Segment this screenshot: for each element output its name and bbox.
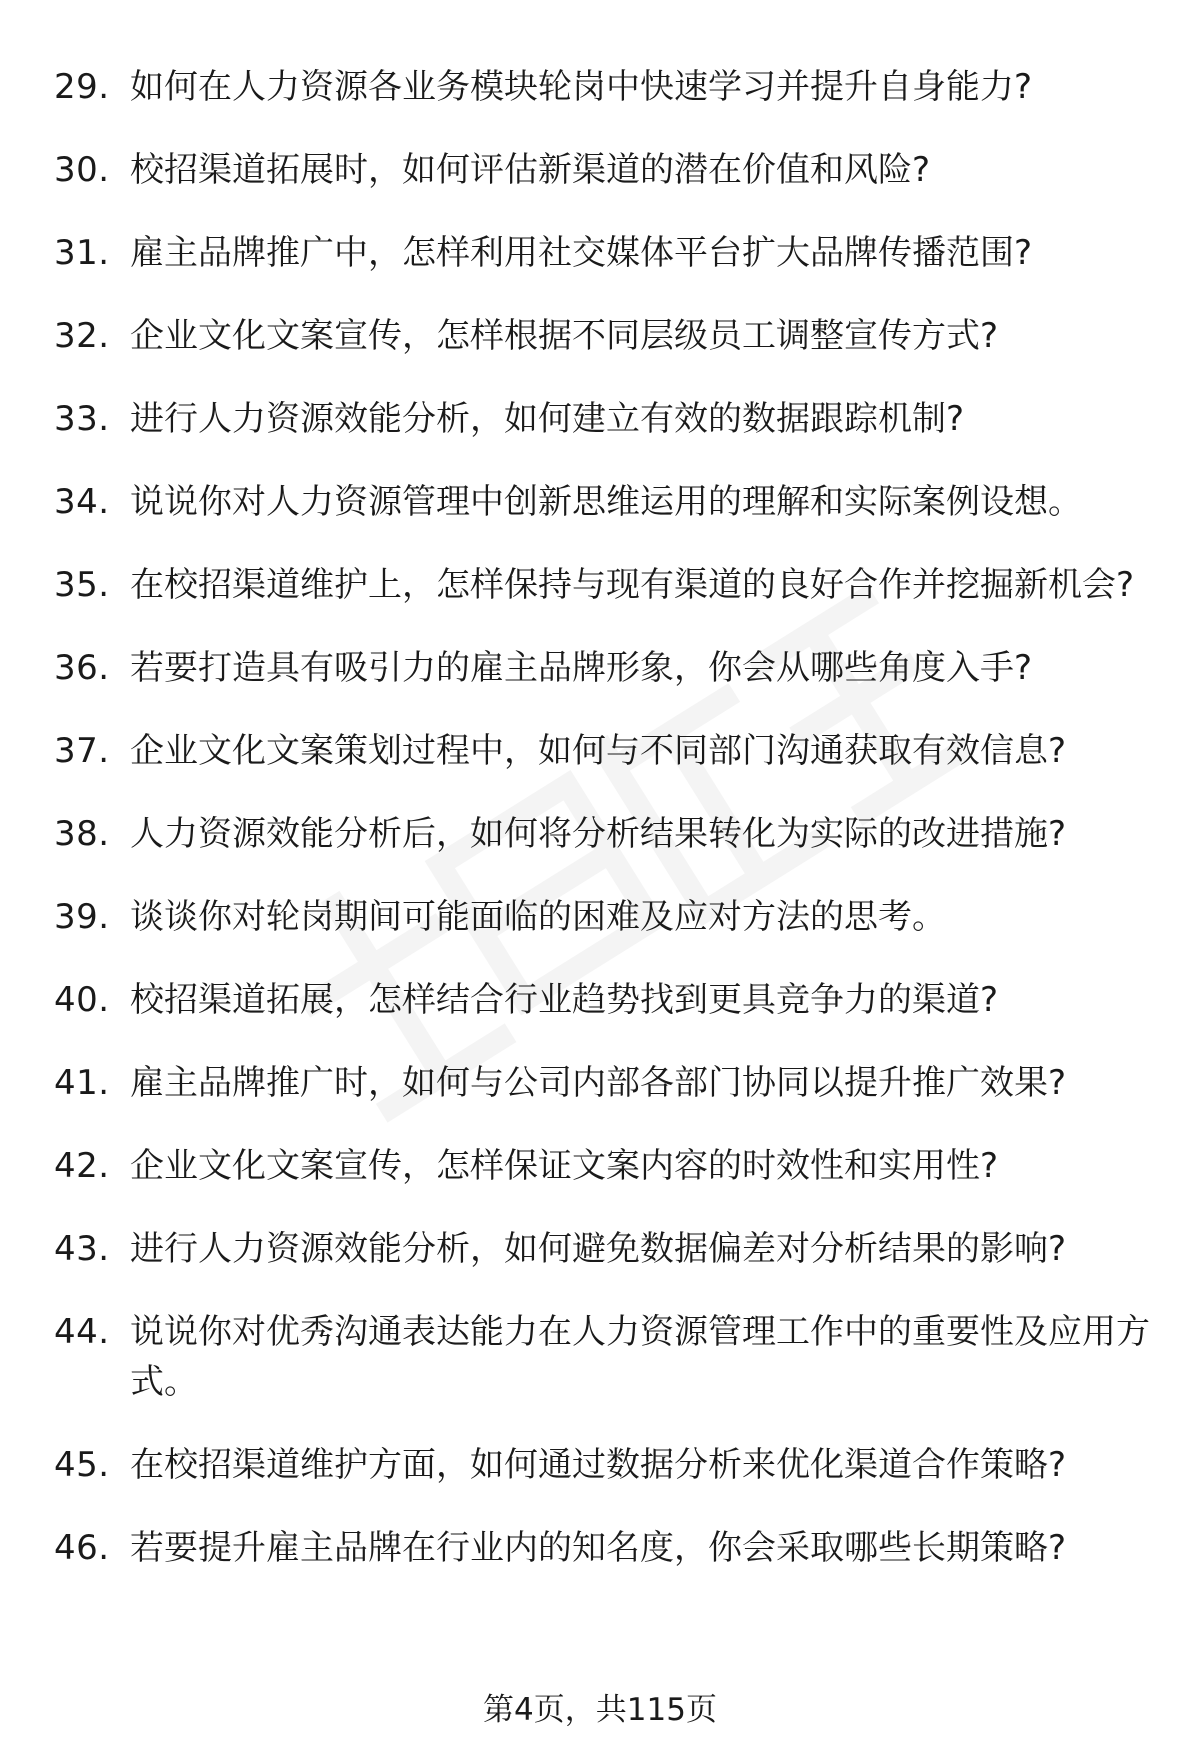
question-item	[0, 1141, 1200, 1191]
question-item	[0, 62, 1200, 112]
question-text: 进行人力资源效能分析，如何建立有效的数据跟踪机制?	[130, 399, 965, 439]
question-text: 说说你对人力资源管理中创新思维运用的理解和实际案例设想。	[130, 482, 1082, 522]
question-item	[0, 1440, 1200, 1490]
question-text: 企业文化文案宣传，怎样保证文案内容的时效性和实用性?	[130, 1146, 999, 1186]
question-text: 说说你对优秀沟通表达能力在人力资源管理工作中的重要性及应用方式。	[130, 1312, 1150, 1402]
question-text: 人力资源效能分析后，如何将分析结果转化为实际的改进措施?	[130, 814, 1067, 854]
question-number: 31.	[54, 233, 110, 273]
question-number: 39.	[54, 897, 110, 937]
question-item	[0, 394, 1200, 444]
question-text: 如何在人力资源各业务模块轮岗中快速学习并提升自身能力?	[130, 67, 1033, 107]
question-item	[0, 311, 1200, 361]
question-text: 雇主品牌推广时，如何与公司内部各部门协同以提升推广效果?	[130, 1063, 1067, 1103]
question-number: 34.	[54, 482, 110, 522]
question-text: 若要打造具有吸引力的雇主品牌形象，你会从哪些角度入手?	[130, 648, 1033, 688]
question-text: 雇主品牌推广中，怎样利用社交媒体平台扩大品牌传播范围?	[130, 233, 1033, 273]
question-item	[0, 145, 1200, 195]
question-number: 42.	[54, 1146, 110, 1186]
question-text: 进行人力资源效能分析，如何避免数据偏差对分析结果的影响?	[130, 1229, 1067, 1269]
question-number: 30.	[54, 150, 110, 190]
question-item	[0, 809, 1200, 859]
question-number: 40.	[54, 980, 110, 1020]
question-item	[0, 643, 1200, 693]
question-number: 41.	[54, 1063, 110, 1103]
question-number: 36.	[54, 648, 110, 688]
question-text: 若要提升雇主品牌在行业内的知名度，你会采取哪些长期策略?	[130, 1528, 1067, 1568]
question-item	[0, 1523, 1200, 1573]
question-item	[0, 1224, 1200, 1274]
question-item	[0, 1058, 1200, 1108]
question-number: 38.	[54, 814, 110, 854]
question-list	[0, 62, 1200, 1606]
question-item	[0, 1307, 1200, 1407]
question-text: 校招渠道拓展时，如何评估新渠道的潜在价值和风险?	[130, 150, 931, 190]
question-text: 企业文化文案策划过程中，如何与不同部门沟通获取有效信息?	[130, 731, 1067, 771]
question-item	[0, 228, 1200, 278]
question-item	[0, 726, 1200, 776]
question-number: 33.	[54, 399, 110, 439]
question-number: 43.	[54, 1229, 110, 1269]
question-number: 45.	[54, 1445, 110, 1485]
question-item	[0, 892, 1200, 942]
question-item	[0, 975, 1200, 1025]
question-text: 在校招渠道维护方面，如何通过数据分析来优化渠道合作策略?	[130, 1445, 1067, 1485]
question-number: 44.	[54, 1312, 110, 1352]
question-number: 32.	[54, 316, 110, 356]
question-number: 35.	[54, 565, 110, 605]
page-number-label: 第4页，共115页	[483, 1692, 717, 1728]
question-text: 企业文化文案宣传，怎样根据不同层级员工调整宣传方式?	[130, 316, 999, 356]
question-number: 37.	[54, 731, 110, 771]
question-text: 谈谈你对轮岗期间可能面临的困难及应对方法的思考。	[130, 897, 946, 937]
page-footer	[0, 1690, 1200, 1730]
question-text: 在校招渠道维护上，怎样保持与现有渠道的良好合作并挖掘新机会?	[130, 565, 1135, 605]
question-item	[0, 560, 1200, 610]
question-text: 校招渠道拓展，怎样结合行业趋势找到更具竞争力的渠道?	[130, 980, 999, 1020]
question-number: 29.	[54, 67, 110, 107]
question-item	[0, 477, 1200, 527]
question-number: 46.	[54, 1528, 110, 1568]
